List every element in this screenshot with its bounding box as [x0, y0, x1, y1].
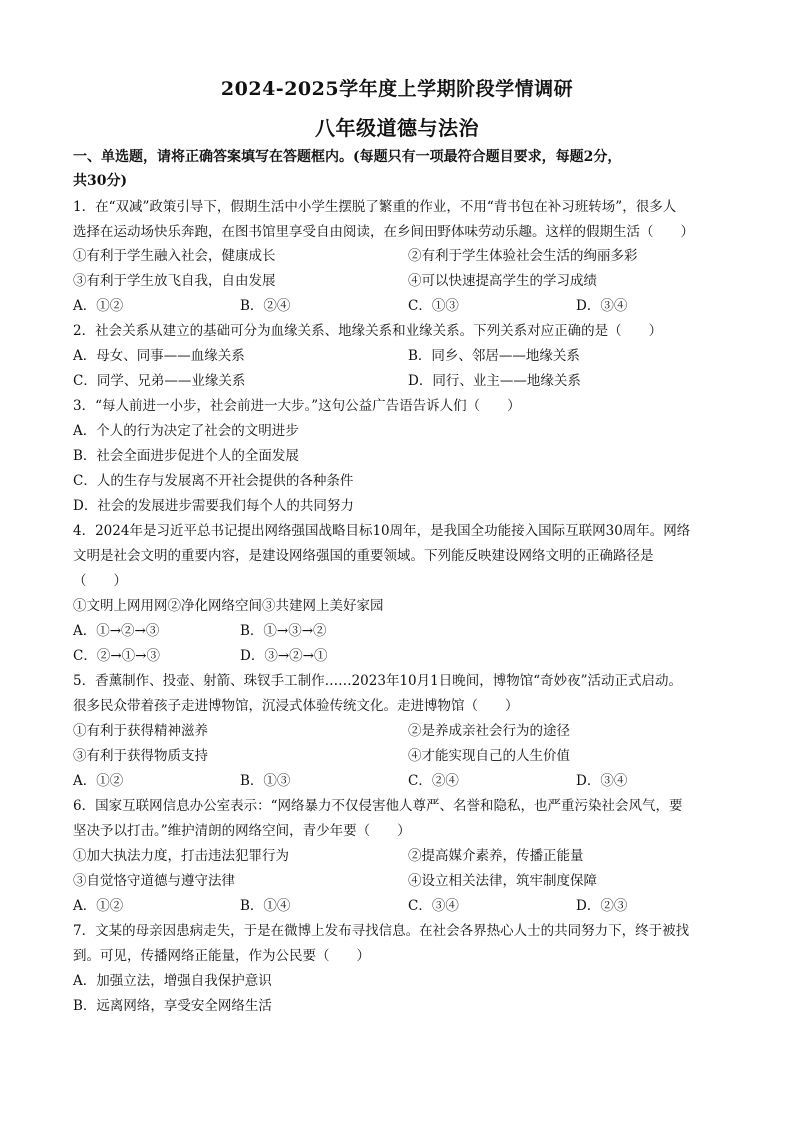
question-5-stem: 5．香薰制作、投壶、射箭、珠钗手工制作……2023年10月1日晚间，博物馆“奇妙夜”活动正式启动。 [73, 673, 683, 689]
q5-option-d: D．③④ [576, 773, 628, 789]
q1-item-1: ①有利于学生融入社会，健康成长 [73, 248, 276, 264]
q1-option-a: A．①② [73, 298, 124, 314]
question-4-stem-blank: （ ） [73, 573, 127, 589]
q3-option-b: B．社会全面进步促进个人的全面发展 [73, 448, 299, 464]
q2-option-d: D．同行、业主——地缘关系 [408, 373, 581, 389]
q5-option-b: B．①③ [240, 773, 291, 789]
q4-option-b: B．①→③→② [240, 623, 327, 639]
section-instruction-cont: 共30分) [73, 173, 128, 189]
q4-items: ①文明上网用网②净化网络空间③共建网上美好家园 [73, 598, 384, 614]
q3-option-d: D．社会的发展进步需要我们每个人的共同努力 [73, 498, 354, 514]
q3-option-c: C．人的生存与发展离不开社会提供的各种条件 [73, 473, 354, 489]
q6-option-a: A．①② [73, 898, 124, 914]
q1-item-4: ④可以快速提高学生的学习成绩 [408, 273, 597, 289]
q6-option-c: C．③④ [408, 898, 459, 914]
q6-option-d: D．②③ [576, 898, 628, 914]
q1-option-b: B．②④ [240, 298, 291, 314]
q6-item-2: ②提高媒介素养，传播正能量 [408, 848, 584, 864]
question-6-stem-cont: 坚决予以打击。”维护清朗的网络空间，青少年要（ ） [73, 823, 411, 839]
q5-item-1: ①有利于获得精神滋养 [73, 723, 208, 739]
q2-option-c: C．同学、兄弟——业缘关系 [73, 373, 246, 389]
exam-title: 2024-2025学年度上学期阶段学情调研 [220, 78, 574, 100]
q6-item-3: ③自觉恪守道德与遵守法律 [73, 873, 235, 889]
q6-option-b: B．①④ [240, 898, 291, 914]
q1-option-c: C．①③ [408, 298, 459, 314]
question-3-stem: 3．“每人前进一小步，社会前进一大步。”这句公益广告语告诉人们（ ） [73, 398, 521, 414]
q4-option-a: A．①→②→③ [73, 623, 160, 639]
question-4-stem: 4．2024年是习近平总书记提出网络强国战略目标10周年，是我国全功能接入国际互联网30周年。网络 [73, 523, 691, 539]
q1-option-d: D．③④ [576, 298, 628, 314]
question-4-stem-cont: 文明是社会文明的重要内容，是建设网络强国的重要领域。下列能反映建设网络文明的正确路径是 [73, 548, 654, 564]
q1-item-3: ③有利于学生放飞自我，自由发展 [73, 273, 276, 289]
q5-option-a: A．①② [73, 773, 124, 789]
q4-option-c: C．②→①→③ [73, 648, 160, 664]
question-2-stem: 2．社会关系从建立的基础可分为血缘关系、地缘关系和业缘关系。下列关系对应正确的是（ ） [73, 323, 663, 339]
q2-option-a: A．母女、同事——血缘关系 [73, 348, 245, 364]
q2-option-b: B．同乡、邻居——地缘关系 [408, 348, 580, 364]
question-5-stem-cont: 很多民众带着孩子走进博物馆，沉浸式体验传统文化。走进博物馆（ ） [73, 698, 519, 714]
section-instruction: 一、单选题，请将正确答案填写在答题框内。(每题只有一项最符合题目要求，每题2分， [73, 149, 622, 165]
q4-option-d: D．③→②→① [240, 648, 328, 664]
q1-item-2: ②有利于学生体验社会生活的绚丽多彩 [408, 248, 638, 264]
q5-item-3: ③有利于获得物质支持 [73, 748, 208, 764]
q7-option-b: B．远离网络，享受安全网络生活 [73, 998, 272, 1014]
q5-option-c: C．②④ [408, 773, 459, 789]
question-7-stem: 7．文某的母亲因患病走失，于是在微博上发布寻找信息。在社会各界热心人士的共同努力下，终于被找 [73, 923, 690, 939]
question-1-stem-cont: 选择在运动场快乐奔跑，在图书馆里享受自由阅读，在乡间田野体味劳动乐趣。这样的假期生活（ ） [73, 224, 694, 240]
question-1-stem: 1．在“双减”政策引导下，假期生活中小学生摆脱了繁重的作业，不用“背书包在补习班转场”，很多人 [73, 199, 677, 215]
q6-item-4: ④设立相关法律，筑牢制度保障 [408, 873, 597, 889]
q6-item-1: ①加大执法力度，打击违法犯罪行为 [73, 848, 289, 864]
q3-option-a: A．个人的行为决定了社会的文明进步 [73, 423, 299, 439]
q7-option-a: A．加强立法，增强自我保护意识 [73, 973, 272, 989]
q5-item-4: ④才能实现自己的人生价值 [408, 748, 570, 764]
question-6-stem: 6．国家互联网信息办公室表示：“网络暴力不仅侵害他人尊严、名誉和隐私，也严重污染社会风气，要 [73, 798, 683, 814]
exam-subject: 八年级道德与法治 [315, 116, 479, 140]
question-7-stem-cont: 到。可见，传播网络正能量，作为公民要（ ） [73, 948, 370, 964]
q5-item-2: ②是养成亲社会行为的途径 [408, 723, 570, 739]
